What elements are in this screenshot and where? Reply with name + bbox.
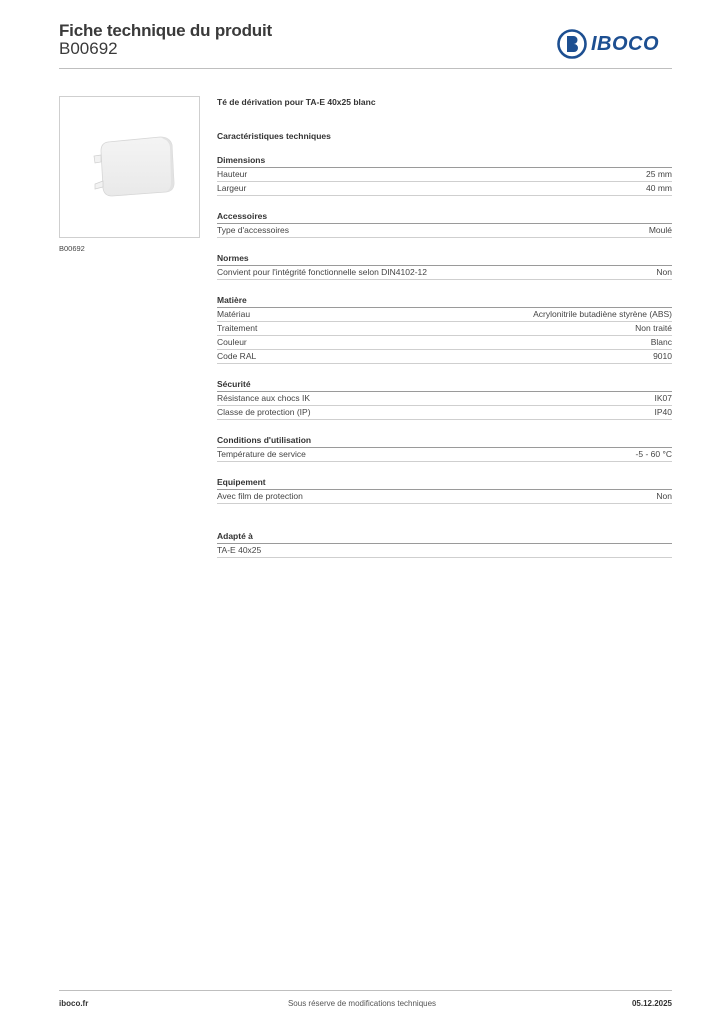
spec-groups (217, 154, 672, 504)
spec-label: Traitement (217, 323, 258, 333)
spec-value: Acrylonitrile butadiène styrène (ABS) (533, 309, 672, 319)
footer-divider (59, 990, 672, 991)
spec-value: Blanc (650, 337, 672, 347)
spec-group-title: Equipement (217, 476, 672, 490)
spec-group-title: Accessoires (217, 210, 672, 224)
spec-group (217, 252, 672, 280)
spec-group-title: Sécurité (217, 378, 672, 392)
product-code: B00692 (59, 39, 118, 58)
spec-row (217, 392, 672, 406)
spec-row (217, 336, 672, 350)
spec-label: Couleur (217, 337, 247, 347)
spec-group (217, 476, 672, 504)
spec-label: Type d'accessoires (217, 225, 290, 235)
spec-row (217, 350, 672, 364)
spec-row (217, 448, 672, 462)
spec-group-title: Matière (217, 294, 672, 308)
spec-group (217, 210, 672, 238)
spec-value: Non (656, 491, 672, 501)
spec-row (217, 168, 672, 182)
spec-value: Non (656, 267, 672, 277)
spec-label: Convient pour l'intégrité fonctionnelle selon DIN4102-12 (217, 267, 428, 277)
spec-label: Matériau (217, 309, 251, 319)
adapted-title: Adapté à (217, 530, 672, 544)
spec-label: TA-E 40x25 (217, 545, 262, 555)
footer-website: iboco.fr (59, 999, 89, 1008)
spec-row (217, 266, 672, 280)
product-name: Té de dérivation pour TA-E 40x25 blanc (217, 97, 376, 107)
spec-group (217, 434, 672, 462)
product-image-drawing (60, 97, 199, 237)
tech-specs-heading: Caractéristiques techniques (217, 131, 331, 141)
product-image (59, 96, 200, 238)
spec-value: -5 - 60 °C (635, 449, 672, 459)
logo-wordmark: IBOCO (591, 32, 660, 55)
adapted-section (217, 530, 672, 558)
spec-row (217, 544, 672, 558)
spec-row (217, 490, 672, 504)
spec-label: Avec film de protection (217, 491, 303, 501)
spec-value: Moulé (648, 225, 672, 235)
spec-value: 9010 (653, 351, 672, 361)
spec-value: IP40 (654, 407, 672, 417)
spec-value: 25 mm (646, 169, 672, 179)
spec-label: Largeur (217, 183, 247, 193)
footer-notice: Sous réserve de modifications techniques (287, 999, 437, 1008)
spec-label: Température de service (217, 449, 306, 459)
spec-value: Non traité (635, 323, 672, 333)
spec-row (217, 406, 672, 420)
image-caption: B00692 (59, 244, 85, 253)
document-title: Fiche technique du produit (59, 21, 272, 40)
spec-group (217, 154, 672, 196)
spec-row (217, 182, 672, 196)
spec-value: IK07 (654, 393, 672, 403)
spec-group-title: Normes (217, 252, 672, 266)
spec-label: Classe de protection (IP) (217, 407, 311, 417)
footer-date: 05.12.2025 (631, 999, 672, 1008)
spec-label: Résistance aux chocs IK (217, 393, 311, 403)
iboco-logo-icon (557, 29, 587, 59)
iboco-logo (557, 29, 659, 59)
spec-label: Code RAL (217, 351, 257, 361)
spec-group-title: Conditions d'utilisation (217, 434, 672, 448)
spec-content (217, 96, 672, 558)
spec-row (217, 322, 672, 336)
spec-row (217, 308, 672, 322)
spec-value: 40 mm (646, 183, 672, 193)
spec-group-title: Dimensions (217, 154, 672, 168)
header-divider (59, 68, 672, 69)
spec-group (217, 378, 672, 420)
spec-row (217, 224, 672, 238)
spec-group (217, 294, 672, 364)
spec-label: Hauteur (217, 169, 248, 179)
